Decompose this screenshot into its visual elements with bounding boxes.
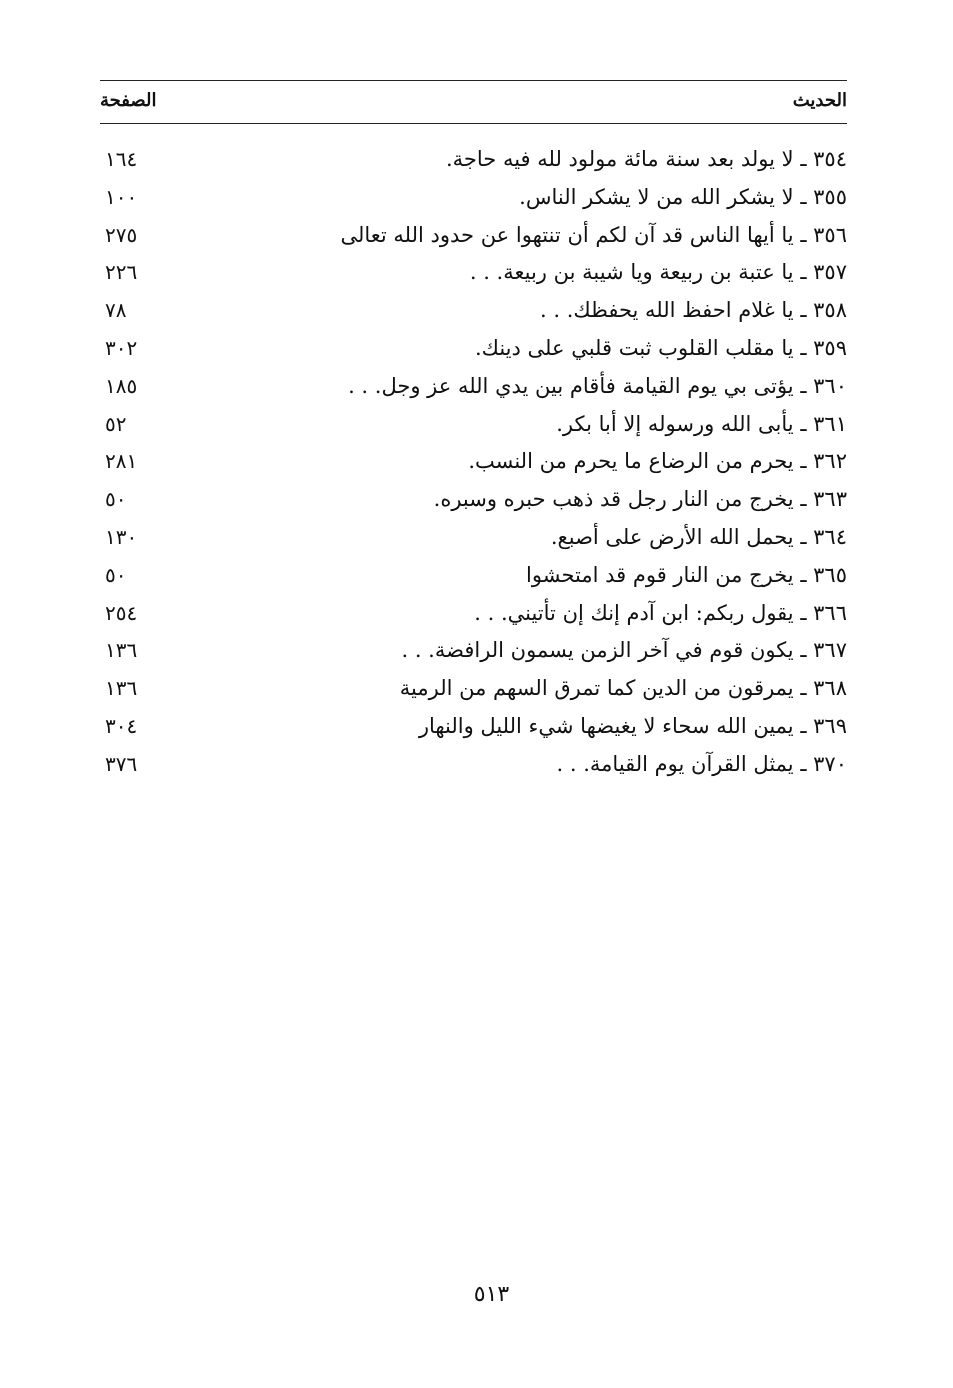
index-row	[100, 443, 847, 481]
page-number: ٢٥٤	[105, 600, 138, 625]
page-number: ٢٨١	[105, 449, 138, 474]
index-row	[100, 141, 847, 179]
page-number: ٥٢	[105, 411, 127, 436]
hadith-entry-text: ٣٦٥ ـ يخرج من النار قوم قد امتحشوا	[526, 562, 847, 587]
index-row	[100, 179, 847, 217]
index-row	[100, 746, 847, 784]
index-row	[100, 481, 847, 519]
page-number: ٣٠٢	[105, 335, 138, 360]
hadith-entry-text: ٣٥٦ ـ يا أيها الناس قد آن لكم أن تنتهوا عن حدود الله تعالى	[340, 222, 847, 247]
page-folio-number: ٥١٣	[473, 1282, 510, 1307]
index-list	[100, 141, 847, 784]
index-row	[100, 557, 847, 595]
hadith-entry-text: ٣٦٤ ـ يحمل الله الأرض على أصبع.	[550, 524, 847, 549]
column-header-page: الصفحة	[100, 90, 157, 111]
hadith-entry-text: ٣٦٧ ـ يكون قوم في آخر الزمن يسمون الرافضة. . .	[401, 638, 847, 663]
index-row	[100, 595, 847, 633]
header-bottom-rule	[100, 123, 847, 124]
hadith-entry-text: ٣٥٨ ـ يا غلام احفظ الله يحفظك. . .	[540, 298, 847, 323]
page-number: ١٨٥	[105, 373, 138, 398]
index-row	[100, 368, 847, 406]
index-row	[100, 330, 847, 368]
page-number: ٣٧٦	[105, 751, 138, 776]
hadith-entry-text: ٣٦٩ ـ يمين الله سحاء لا يغيضها شيء الليل والنهار	[418, 713, 847, 738]
page-number: ٣٠٤	[105, 713, 138, 738]
page-number: ٢٢٦	[105, 260, 138, 285]
hadith-entry-text: ٣٦٠ ـ يؤتى بي يوم القيامة فأقام بين يدي الله عز وجل. . .	[348, 373, 847, 398]
hadith-entry-text: ٣٦١ ـ يأبى الله ورسوله إلا أبا بكر.	[556, 411, 847, 436]
header-top-rule	[100, 80, 847, 81]
page-number: ٢٧٥	[105, 222, 138, 247]
page-number: ١٣٦	[105, 638, 138, 663]
page-number: ٧٨	[105, 298, 127, 323]
index-row	[100, 406, 847, 444]
index-row	[100, 632, 847, 670]
page-number: ١٣٠	[105, 524, 138, 549]
index-row	[100, 670, 847, 708]
hadith-entry-text: ٣٥٧ ـ يا عتبة بن ربيعة ويا شيبة بن ربيعة. . .	[469, 260, 847, 285]
hadith-entry-text: ٣٦٣ ـ يخرج من النار رجل قد ذهب حبره وسبره.	[433, 487, 847, 512]
hadith-entry-text: ٣٥٥ ـ لا يشكر الله من لا يشكر الناس.	[519, 184, 847, 209]
index-row	[100, 254, 847, 292]
hadith-entry-text: ٣٧٠ ـ يمثل القرآن يوم القيامة. . .	[556, 751, 847, 776]
hadith-entry-text: ٣٦٦ ـ يقول ربكم: ابن آدم إنك إن تأتيني. . .	[474, 600, 847, 625]
hadith-entry-text: ٣٥٩ ـ يا مقلب القلوب ثبت قلبي على دينك.	[474, 335, 847, 360]
hadith-entry-text: ٣٦٨ ـ يمرقون من الدين كما تمرق السهم من الرمية	[399, 676, 847, 701]
page-number: ٥٠	[105, 487, 127, 512]
index-row	[100, 708, 847, 746]
page-number: ١٦٤	[105, 147, 138, 171]
index-row	[100, 292, 847, 330]
page-number: ١٠٠	[105, 184, 138, 209]
hadith-entry-text: ٣٦٢ ـ يحرم من الرضاع ما يحرم من النسب.	[468, 449, 847, 474]
index-row	[100, 519, 847, 557]
hadith-entry-text: ٣٥٤ ـ لا يولد بعد سنة مائة مولود لله فيه حاجة.	[445, 147, 847, 171]
page-number: ٥٠	[105, 562, 127, 587]
column-header-hadith: الحديث	[792, 90, 847, 111]
page-number: ١٣٦	[105, 676, 138, 701]
index-row	[100, 217, 847, 255]
